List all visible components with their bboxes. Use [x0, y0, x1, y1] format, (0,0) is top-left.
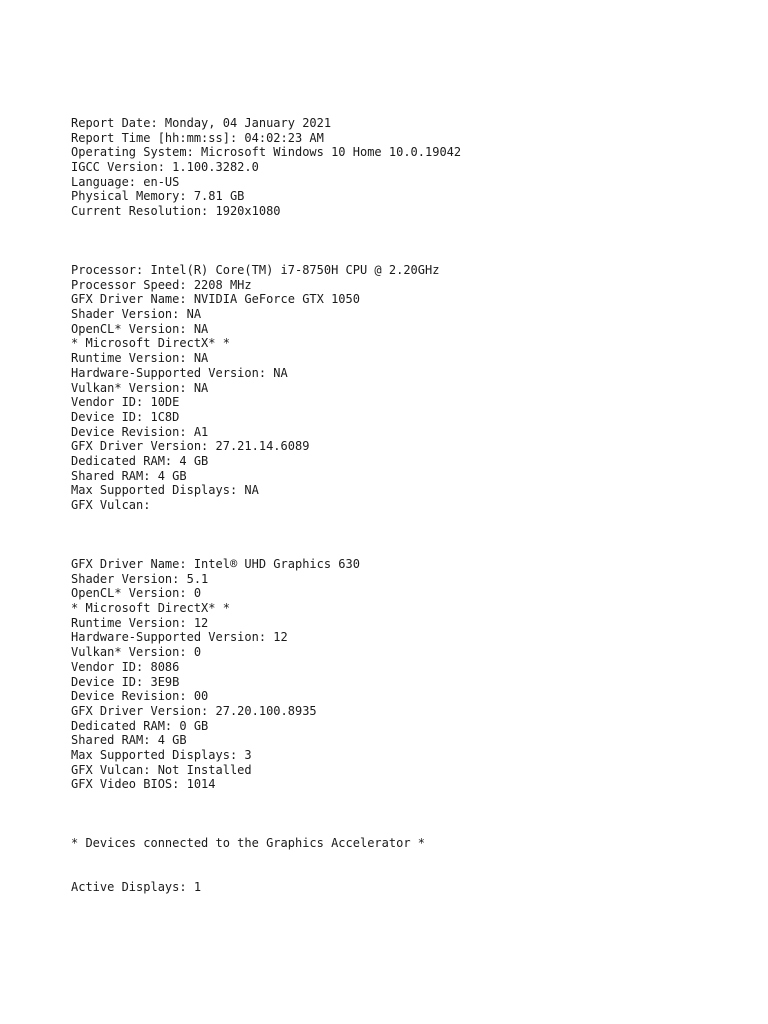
vulkan-version: Vulkan* Version: NA [71, 380, 209, 395]
devices-section [71, 836, 425, 851]
max-supported-displays: Max Supported Displays: 3 [71, 747, 252, 762]
active-displays: Active Displays: 1 [71, 880, 202, 894]
max-supported-displays: Max Supported Displays: NA [71, 483, 259, 498]
gfx-vulcan: GFX Vulcan: [71, 498, 151, 512]
processor: Processor: Intel(R) Core(TM) i7-8750H CPU @ 2.20GHz [71, 263, 440, 277]
language: Language: en-US [71, 174, 180, 189]
gpu2-info-section [71, 557, 360, 792]
processor-speed: Processor Speed: 2208 MHz [71, 277, 252, 292]
gfx-vulcan: GFX Vulcan: Not Installed [71, 762, 252, 777]
directx-heading: * Microsoft DirectX* * [71, 601, 230, 616]
dedicated-ram: Dedicated RAM: 0 GB [71, 718, 209, 733]
report-date: Report Date: Monday, 04 January 2021 [71, 116, 332, 130]
gfx-driver-name: GFX Driver Name: Intel® UHD Graphics 630 [71, 557, 360, 571]
devices-heading: * Devices connected to the Graphics Accelerator * [71, 836, 426, 850]
operating-system: Operating System: Microsoft Windows 10 Home 10.0.19042 [71, 145, 462, 160]
physical-memory: Physical Memory: 7.81 GB [71, 189, 245, 204]
gpu1-info-section [71, 263, 439, 513]
device-revision: Device Revision: 00 [71, 689, 209, 704]
shared-ram: Shared RAM: 4 GB [71, 733, 187, 748]
gfx-driver-name: GFX Driver Name: NVIDIA GeForce GTX 1050 [71, 292, 360, 307]
report-time: Report Time [hh:mm:ss]: 04:02:23 AM [71, 130, 324, 145]
hardware-supported-version: Hardware-Supported Version: 12 [71, 630, 288, 645]
shader-version: Shader Version: 5.1 [71, 571, 209, 586]
shared-ram: Shared RAM: 4 GB [71, 468, 187, 483]
gfx-driver-version: GFX Driver Version: 27.20.100.8935 [71, 703, 317, 718]
igcc-version: IGCC Version: 1.100.3282.0 [71, 160, 259, 175]
device-id: Device ID: 1C8D [71, 409, 180, 424]
vendor-id: Vendor ID: 8086 [71, 659, 180, 674]
directx-heading: * Microsoft DirectX* * [71, 336, 230, 351]
device-id: Device ID: 3E9B [71, 674, 180, 689]
active-displays-section [71, 880, 201, 895]
hardware-supported-version: Hardware-Supported Version: NA [71, 365, 288, 380]
system-info-section [71, 116, 461, 219]
device-revision: Device Revision: A1 [71, 424, 209, 439]
shader-version: Shader Version: NA [71, 307, 202, 322]
opencl-version: OpenCL* Version: 0 [71, 586, 202, 601]
vulkan-version: Vulkan* Version: 0 [71, 645, 202, 660]
vendor-id: Vendor ID: 10DE [71, 395, 180, 410]
gfx-driver-version: GFX Driver Version: 27.21.14.6089 [71, 439, 310, 454]
current-resolution: Current Resolution: 1920x1080 [71, 204, 281, 219]
opencl-version: OpenCL* Version: NA [71, 321, 209, 336]
runtime-version: Runtime Version: 12 [71, 615, 209, 630]
dedicated-ram: Dedicated RAM: 4 GB [71, 453, 209, 468]
gfx-video-bios: GFX Video BIOS: 1014 [71, 777, 216, 792]
runtime-version: Runtime Version: NA [71, 351, 209, 366]
